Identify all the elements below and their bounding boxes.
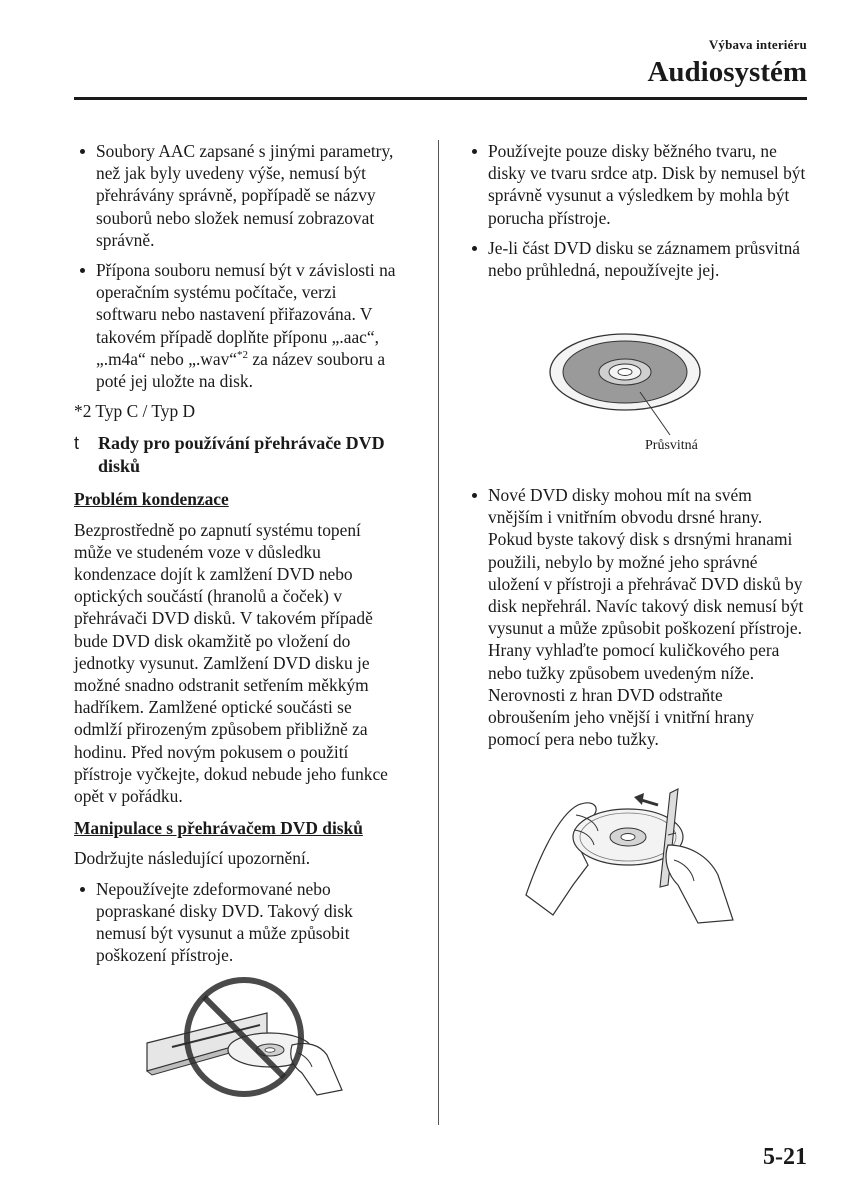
right-column	[466, 140, 806, 289]
page-number: 5-21	[763, 1144, 807, 1170]
subsection-title: Rady pro používání přehrávače DVD disků	[98, 433, 385, 477]
footnote-ref: *2	[237, 349, 248, 362]
list-item-text: Soubory AAC zapsané s jinými parametry, než jak byly uvedeny výše, nemusí být přehrávány správně, popřípadě se názvy souborů nebo složek nemusí zobrazovat správně.	[96, 141, 394, 250]
paragraph-condensation: Bezprostředně po zapnutí systému topení může ve studeném voze v důsledku kondenzace dojít k zamlžení DVD nebo optických součástí (hranolů a čoček) v přehrávači DVD disků. V takovém případě bude DVD disk okamžitě po vložení do jednotky vysunut. Zamlžení DVD disku je možné snadno odstranit setřením měkkým hadříkem. Zamlžené optické součásti se odmlží přirozeným způsobem přibližně za hodinu. Před novým pokusem o použití přístroje vyčkejte, dokud nebude jeho funkce opět v pořádku.	[74, 519, 388, 807]
subsection-marker: t	[74, 433, 80, 454]
list-item	[466, 140, 806, 229]
list-item-text: Nové DVD disky mohou mít na svém vnějším i vnitřním obvodu drsné hrany. Pokud byste takový disk s drsnými hranami použili, nebylo by možné jeho správné uložení v přístroji a přehrávač DVD disků by disk nepřehrál. Navíc takový disk nemusí být vysunut a může způsobit poškození přístroje. Hrany vyhlaďte pomocí kuličkového pera nebo tužky způsobem uvedeným níže. Nerovnosti z hran DVD odstraňte obroušením jeho vnější i vnitřní hrany pomocí pera nebo tužky.	[488, 485, 804, 750]
list-item-text: Používejte pouze disky běžného tvaru, ne disky ve tvaru srdce atp. Disk by nemusel být správně vysunut a výsledkem by mohla být porucha přístroje.	[488, 141, 806, 228]
no-deformed-disc-illustration	[142, 975, 352, 1100]
right-column-lower	[466, 484, 806, 758]
list-item	[466, 237, 806, 281]
topic-heading-condensation: Problém kondenzace	[74, 489, 229, 510]
footnote: *2 Typ C / Typ D	[74, 401, 196, 422]
header-rule	[74, 97, 807, 100]
list-item	[74, 140, 398, 251]
chapter-title: Audiosystém	[647, 56, 807, 88]
left-column	[74, 140, 398, 975]
list-item	[74, 878, 398, 967]
topic-heading-handling: Manipulace s přehrávačem DVD disků	[74, 818, 363, 839]
list-item-text: za název souboru a poté jej uložte na disk.	[96, 348, 386, 392]
list-item	[466, 484, 806, 750]
paragraph-handling-intro: Dodržujte následující upozornění.	[74, 848, 311, 869]
section-label: Výbava interiéru	[708, 37, 807, 52]
list-item-text: Je-li část DVD disku se záznamem průsvitná nebo průhledná, nepoužívejte jej.	[488, 237, 800, 281]
figure-caption: Průsvitná	[645, 438, 698, 453]
column-divider	[438, 140, 439, 1125]
list-item-text: Přípona souboru nemusí být v závislosti na operačním systému počítače, verzi softwaru nebo nastavení přiřazována. V takovém případě doplňte příponu „.aac“, „.m4a“ nebo „.wav“	[96, 260, 396, 369]
smoothing-disc-edge-illustration	[518, 775, 748, 925]
subsection-heading	[74, 432, 398, 478]
translucent-disc-illustration	[545, 330, 725, 440]
list-item-text: Nepoužívejte zdeformované nebo popraskané disky DVD. Takový disk nemusí být vysunut a může způsobit poškození přístroje.	[96, 878, 353, 966]
list-item	[74, 259, 398, 392]
